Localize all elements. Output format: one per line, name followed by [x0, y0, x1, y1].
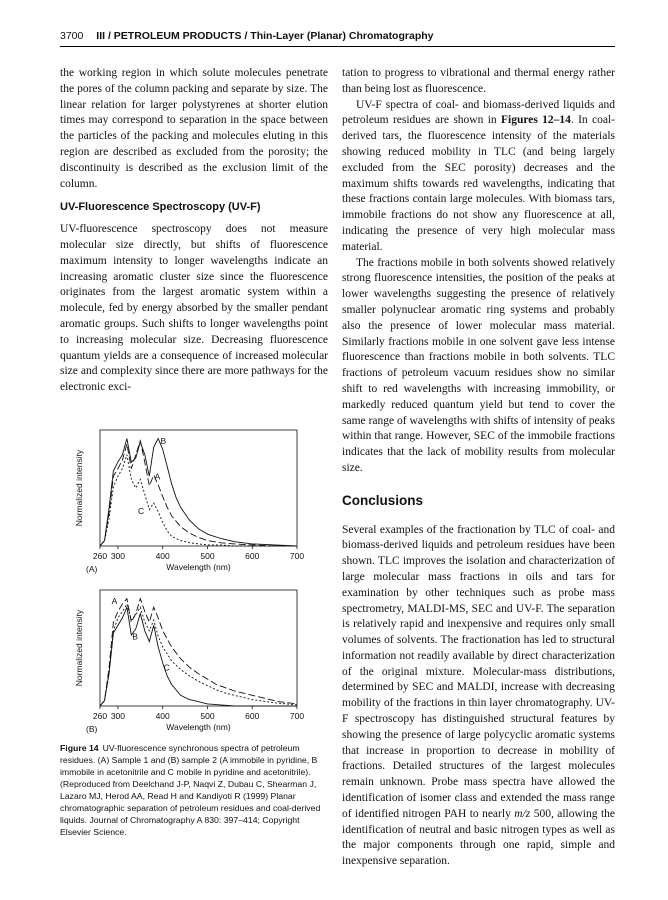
- right-paragraph-1: tation to progress to vibrational and thermal energy rather than being lost as fluorescence.: [342, 67, 615, 95]
- chart1-series-a: [100, 599, 297, 706]
- chart0-panel-label: (A): [86, 564, 98, 574]
- chart0-y-axis-label: Normalized intensity: [74, 449, 84, 527]
- chart-b: [60, 582, 340, 742]
- chart0-x-tick-label: 500: [200, 551, 215, 561]
- right-column: [342, 66, 615, 870]
- running-header: [60, 30, 615, 42]
- chart1-y-axis-label: Normalized intensity: [74, 609, 84, 687]
- right-paragraph-2: [342, 98, 615, 256]
- chart0-x-axis-label: Wavelength (nm): [166, 562, 231, 572]
- chart0-annotation-a: A: [154, 471, 161, 482]
- figure-caption: [60, 742, 330, 838]
- chart0-series-c: [100, 455, 297, 546]
- chart1-panel-label: (B): [86, 724, 98, 734]
- chart1-x-tick-label: 500: [200, 711, 215, 721]
- chart0-annotation-b: B: [160, 435, 167, 446]
- figure-reference-link[interactable]: Figures 12–14: [500, 114, 571, 127]
- section-heading-uvf: UV-Fluorescence Spectroscopy (UV-F): [60, 201, 261, 214]
- chart1-x-axis-label: Wavelength (nm): [166, 722, 231, 732]
- figure-caption-text: UV-fluorescence synchronous spectra of petroleum residues. (A) Sample 1 and (B) sample 2 (A immobile in pyridine, B immobile in acetonitrile and C mobile in pyridine and acetonitrile). (Reproduced from Deelchand J-P, Naqvi Z, Dubau C, Shearman J, Lazaro MJ, Herod AA, Read H and Kandiyoti R (1999) Planar chromatographic separation of petroleum residues and coal-derived liquids. Journal of Chromatography A 830: 397–414; Copyright Elsevier Science.: [60, 743, 321, 837]
- chart1-x-tick-label: 600: [245, 711, 260, 721]
- chart1-plot-frame: [100, 590, 297, 706]
- chart0-annotation-c: C: [138, 505, 145, 516]
- chart1-x-tick-label: 700: [289, 711, 305, 721]
- right-paragraph-4: [342, 523, 615, 871]
- right-paragraph-4-end: 500, allowing the identification of neutral and basic nitrogen types as well as the major components through one rapid, simple and inexpensive separation.: [342, 807, 615, 868]
- right-paragraph-4-start: Several examples of the fractionation by TLC of coal- and biomass-derived liquids and petroleum residues have been shown. TLC improves the isolation and characterization of large molecular mass fractions in oils and tars for examination by other techniques such as probe mass spectrometry, MALDI-MS, SEC and UV-F. The separation is relatively rapid and inexpensive and requires only small volumes of solvents. The fractionation has led to structural information not readily available by direct characterization of the original mixture. Molecular-mass distributions, determined by SEC and MALDI, increase with decreasing mobility of the fractions in thin layer chromatography. UV-F spectroscopy has distinguished structural features by showing the presence of large polycyclic aromatic systems that increase in proportion to decrease in mobility of fractions. Detailed structures of the largest molecules remain unknown. Probe mass spectra have allowed the identification of isomer class and extended the mass range of identified nitrogen PAH to nearly: [342, 523, 615, 820]
- figure-panel-a: [60, 422, 340, 582]
- left-paragraph-2: UV-fluorescence spectroscopy does not measure molecular size directly, but shifts of fluorescence maximum intensity to longer wavelengths indicate an increasing aromatic cluster size since the fluorescence originates from the largest aromatic system within a molecule, fed by energy absorbed by the smaller pendant aromatic groups. Such shifts to longer wavelengths point to increasing molecular size. Decreasing fluorescence quantum yields are a consequence of increased molecular size and complexity since there are more pathways for the electronic exci-: [60, 223, 328, 394]
- header-rule: [60, 46, 615, 47]
- chart0-series-b: [100, 439, 297, 546]
- chart0-x-tick-label: 700: [289, 551, 305, 561]
- chart1-x-tick-label: 260: [92, 711, 108, 721]
- chart0-x-tick-label: 300: [110, 551, 126, 561]
- figure-caption-label: Figure 14: [60, 743, 99, 753]
- page-number: 3700: [60, 30, 84, 42]
- chart0-x-tick-label: 600: [245, 551, 260, 561]
- chart-a: [60, 422, 340, 582]
- mz-symbol: m/z: [514, 807, 531, 820]
- chart1-annotation-c: C: [163, 662, 170, 673]
- running-title: III / PETROLEUM PRODUCTS / Thin-Layer (Planar) Chromatography: [96, 30, 434, 42]
- section-heading-conclusions: Conclusions: [342, 492, 424, 508]
- chart0-series-a: [100, 441, 297, 546]
- chart1-annotation-a: A: [111, 595, 118, 606]
- chart1-series-b: [100, 607, 297, 706]
- left-paragraph-1: the working region in which solute molecules penetrate the pores of the column packing and separate by size. The linear relation for larger polystyrenes at shorter elution times may correspond to separation in the space between the particles of the packing and molecules eluting in this region are described as excluded from the porosity; the discontinuity is described as the exclusion limit of the column.: [60, 67, 328, 190]
- figure-panel-b: [60, 582, 340, 742]
- chart1-x-tick-label: 400: [155, 711, 170, 721]
- right-paragraph-2-end: . In coal-derived tars, the fluorescence intensity of the materials showing reduced mobility in TLC (and being largely excluded from the SEC porosity) decreases and the maximum shifts towards red wavelengths, indicating that these fractions contain large molecules. With biomass tars, immobile fractions do not show any fluorescence at all, indicating the presence of very high molecular mass material.: [342, 114, 615, 253]
- chart0-x-tick-label: 400: [155, 551, 170, 561]
- chart1-x-tick-label: 300: [110, 711, 126, 721]
- chart0-x-tick-label: 260: [92, 551, 108, 561]
- chart1-series-c: [100, 604, 297, 706]
- chart1-annotation-b: B: [132, 631, 138, 642]
- left-column: [60, 66, 328, 396]
- right-paragraph-2-start: UV-F spectra of coal- and biomass-derived liquids and petroleum residues are shown in: [342, 98, 615, 127]
- right-paragraph-3: The fractions mobile in both solvents showed relatively strong fluorescence intensities, the position of the peaks at lower wavelengths suggesting the presence of relatively smaller polynuclear aromatic ring systems and probably also the presence of lower molecular mass material. Similarly fractions mobile in one solvent gave less intense fluorescence than fractions mobile in both solvents. TLC fractions of petroleum vacuum residues show no similar shift to red wavelengths with increasing immobility, or markedly reduced quantum yield but tend to cover the same range of wavelengths with shifts of intensity of peaks within that range. However, SEC of the immobile fractions indicates that the lack of mobility results from molecular size.: [342, 256, 615, 474]
